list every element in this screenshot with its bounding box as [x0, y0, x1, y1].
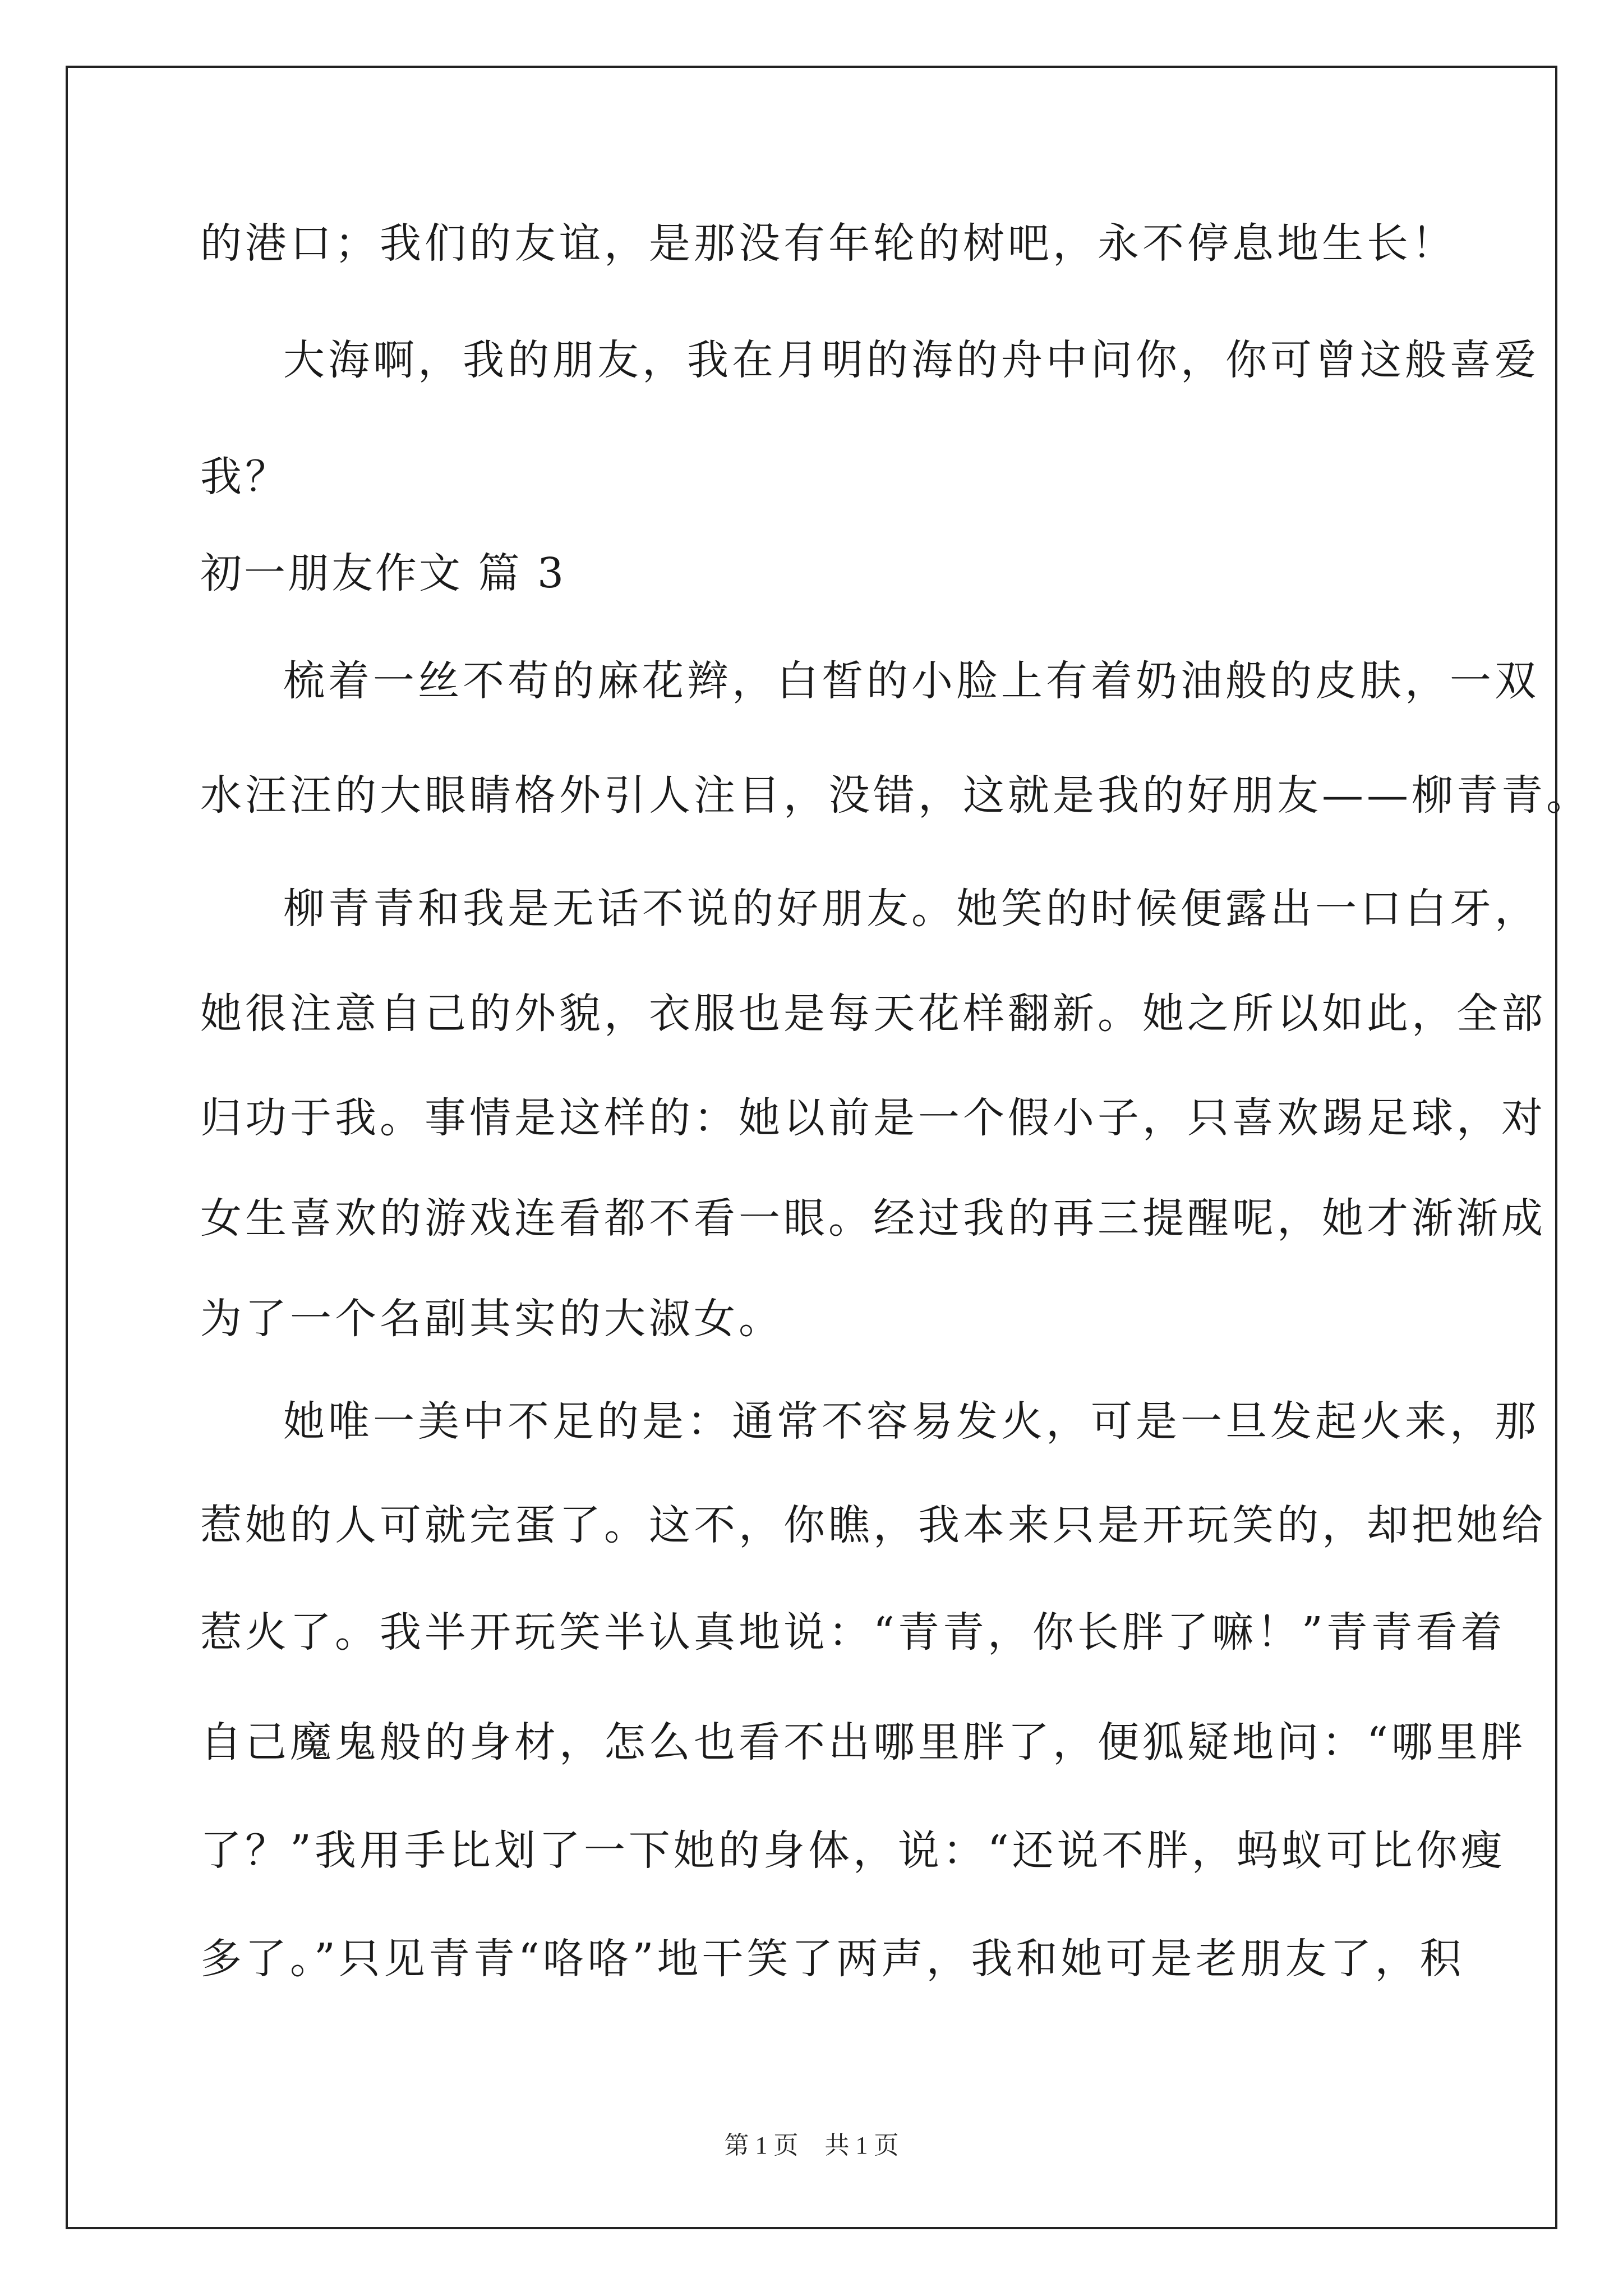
page-border [66, 66, 1557, 2229]
text-line: 自己魔鬼般的身材，怎么也看不出哪里胖了，便狐疑地问：“哪里胖 [200, 1718, 1526, 1766]
paragraph-line: 她唯一美中不足的是：通常不容易发火，可是一旦发起火来，那 [283, 1397, 1539, 1446]
text-line: 惹火了。我半开玩笑半认真地说：“青青，你长胖了嘛！”青青看着 [200, 1608, 1506, 1657]
text-line: 为了一个名副其实的大淑女。 [200, 1295, 783, 1343]
text-line: 归功于我。事情是这样的：她以前是一个假小子，只喜欢踢足球，对 [200, 1094, 1546, 1142]
page-footer [0, 2129, 1623, 2162]
page-total: 共 1 页 [824, 2132, 899, 2159]
text-line: 她很注意自己的外貌，衣服也是每天花样翻新。她之所以如此，全部 [200, 990, 1546, 1038]
paragraph-line: 梳着一丝不苟的麻花辫，白皙的小脸上有着奶油般的皮肤，一双 [283, 657, 1539, 705]
text-line: 多了。”只见青青“咯咯”地干笑了两声，我和她可是老朋友了，积 [200, 1935, 1465, 1983]
text-line: 我？ [200, 453, 290, 501]
paragraph-line: 柳青青和我是无话不说的好朋友。她笑的时候便露出一口白牙， [283, 885, 1539, 933]
text-line: 水汪汪的大眼睛格外引人注目，没错，这就是我的好朋友——柳青青。 [200, 771, 1591, 820]
text-line: 惹她的人可就完蛋了。这不，你瞧，我本来只是开玩笑的，却把她给 [200, 1501, 1546, 1549]
text-line: 的港口；我们的友谊，是那没有年轮的树吧，永不停息地生长！ [200, 219, 1456, 268]
text-line: 女生喜欢的游戏连看都不看一眼。经过我的再三提醒呢，她才渐渐成 [200, 1194, 1546, 1243]
paragraph-line: 大海啊，我的朋友，我在月明的海的舟中问你，你可曾这般喜爱 [283, 336, 1539, 384]
page-number: 第 1 页 [724, 2132, 799, 2159]
text-line: 了？”我用手比划了一下她的身体，说：“还说不胖，蚂蚁可比你瘦 [200, 1826, 1506, 1875]
section-heading: 初一朋友作文 篇 3 [200, 549, 566, 597]
